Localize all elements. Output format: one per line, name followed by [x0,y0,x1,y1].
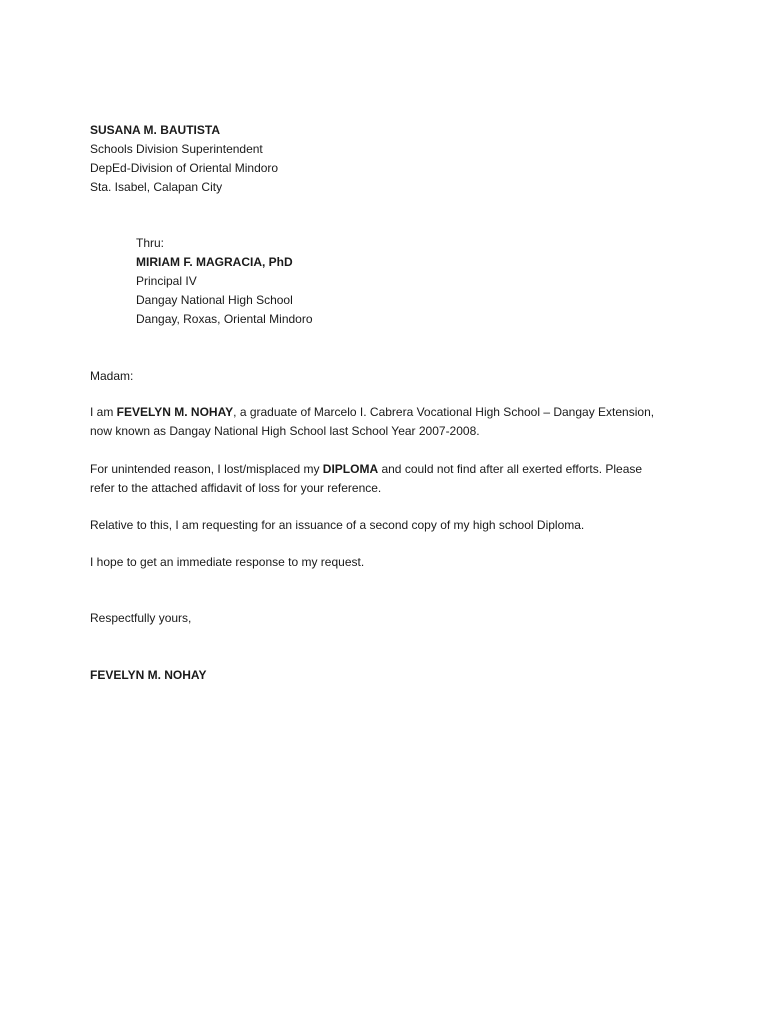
loss-line1-rest: and could not find after all exerted efforts. Please [378,462,643,476]
paragraph-request-text: Relative to this, I am requesting for an issuance of a second copy of my high school Diploma. [90,518,585,532]
paragraph-hope [90,553,710,572]
recipient-office: DepEd-Division of Oriental Mindoro [90,161,279,175]
closing-text: Respectfully yours, [90,611,192,625]
paragraph-hope-text: I hope to get an immediate response to my request. [90,555,365,569]
thru-title: Principal IV [136,274,197,288]
signature-name: FEVELYN M. NOHAY [90,668,207,682]
intro-line1-rest: , a graduate of Marcelo I. Cabrera Vocational High School – Dangay Extension, [233,405,655,419]
thru-block [136,234,756,329]
thru-label: Thru: [136,236,165,250]
recipient-address: Sta. Isabel, Calapan City [90,180,223,194]
paragraph-introduction [90,403,710,441]
recipient-name: SUSANA M. BAUTISTA [90,123,220,137]
thru-school: Dangay National High School [136,293,293,307]
loss-prefix: For unintended reason, I lost/misplaced my [90,462,323,476]
diploma-emphasis: DIPLOMA [322,462,379,476]
closing [90,609,710,628]
paragraph-introduction-line-1 [90,403,710,422]
paragraph-loss [90,460,710,498]
paragraph-loss-line-1 [90,460,710,479]
thru-name: MIRIAM F. MAGRACIA, PhD [136,255,293,269]
signature-block [90,666,710,685]
salutation-text: Madam: [90,369,134,383]
sender-name-inline: FEVELYN M. NOHAY [116,405,234,419]
paragraph-request [90,516,710,535]
salutation [90,367,710,386]
paragraph-loss-line-2: refer to the attached affidavit of loss for your reference. [90,481,382,495]
intro-prefix: I am [90,405,117,419]
recipient-title: Schools Division Superintendent [90,142,263,156]
thru-address: Dangay, Roxas, Oriental Mindoro [136,312,313,326]
recipient-block [90,121,710,197]
paragraph-introduction-line-2: now known as Dangay National High School last School Year 2007-2008. [90,424,480,438]
